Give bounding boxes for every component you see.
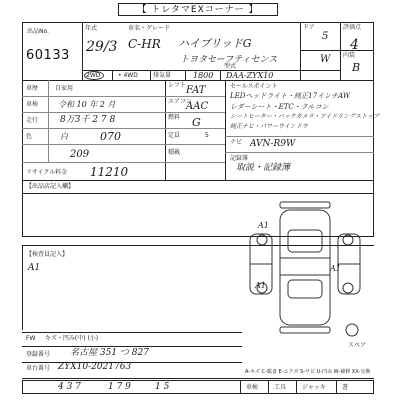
- load-value: 209: [70, 149, 90, 160]
- divider: [225, 152, 374, 153]
- model-grade: ハイブリッドG: [178, 37, 252, 50]
- fuel-value: G: [192, 116, 201, 129]
- divider: [225, 136, 374, 137]
- nav-label: ナビ: [230, 139, 243, 146]
- divider: [22, 346, 242, 347]
- divider: [185, 70, 186, 80]
- mileage-value: 8万3千 2 7 8: [60, 115, 116, 125]
- ac-label: エアコン: [168, 98, 192, 105]
- divider: [240, 380, 241, 394]
- expiry-label: 車検: [26, 101, 39, 108]
- drive-4wd: • 4WD: [118, 72, 138, 79]
- damage-mark-2: A1: [255, 281, 266, 290]
- sales-line-2: レダーシート・ETC・クルコン: [230, 103, 329, 111]
- load-label: 積載: [168, 149, 181, 156]
- corner-banner: 【 トレタマEXコーナー 】: [118, 3, 278, 16]
- divider: [48, 80, 49, 162]
- divider: [22, 112, 165, 113]
- divider: [22, 245, 23, 330]
- divider: [22, 96, 165, 97]
- fuel-label: 燃料: [168, 114, 181, 121]
- divider: [150, 70, 151, 80]
- date-c: 1 5: [155, 382, 170, 392]
- divider: [82, 22, 83, 80]
- history-label: 記録簿: [230, 155, 249, 162]
- chassis-label: 型式: [224, 63, 237, 70]
- body-type: W: [320, 54, 331, 65]
- divider: [296, 380, 297, 394]
- damage-mark-1: A1: [258, 221, 269, 230]
- model-name: C-HR: [128, 37, 161, 51]
- tag-3: ジャッキ: [302, 384, 326, 391]
- divider: [340, 22, 341, 80]
- divider: [165, 162, 225, 163]
- fw-label: FW: [26, 335, 36, 342]
- mileage-label: 走行: [26, 117, 39, 124]
- divider: [165, 112, 225, 113]
- model-label: 車名・グレード: [128, 25, 171, 32]
- color-value: 白: [60, 132, 68, 141]
- color-label: 色: [26, 133, 33, 140]
- sales-line-3: シートヒーター・バックカメラ・アイドリングストップ: [230, 113, 379, 120]
- year-value: 29/3: [86, 39, 118, 55]
- inspection-value: A1: [28, 263, 41, 273]
- capacity-label: 定員: [168, 132, 181, 139]
- divider: [165, 80, 166, 180]
- score-value: 4: [350, 37, 359, 53]
- tag-1: 車検: [246, 384, 259, 391]
- lot-number: 60133: [26, 48, 70, 63]
- dealer-note-label: 【出品店記入欄】: [26, 183, 75, 190]
- shift-value: FAT: [186, 85, 206, 96]
- sales-line-1: LEDヘッドライト・純正17インチAW: [230, 92, 351, 100]
- spare-label: スペア: [348, 342, 367, 349]
- sales-label: セールスポイント: [230, 83, 278, 90]
- divider: [22, 128, 165, 129]
- ac-value: AAC: [186, 101, 209, 112]
- divider: [22, 193, 374, 194]
- divider: [336, 380, 337, 394]
- color-code: 070: [100, 130, 121, 143]
- doors-label: ドア: [303, 24, 315, 31]
- damage-legend: A-キズ C-腐食 E-エクボ S-サビ U-凹み W-補修 XX-交換: [245, 369, 371, 375]
- lot-label: 出品No.: [27, 28, 49, 35]
- inspection-label: 【検査員記入】: [26, 251, 69, 258]
- sales-line-4: 純正ナビ・パワーウインドウ: [230, 123, 308, 130]
- vin-label: 車台番号: [26, 365, 51, 372]
- nav-value: AVN-R9W: [250, 139, 296, 149]
- model-option: トヨタセーフティセンス: [180, 55, 278, 65]
- displacement-label: 排気量: [153, 72, 172, 79]
- chassis-value: DAA-ZYX10: [226, 71, 274, 80]
- divider: [22, 80, 374, 81]
- divider: [22, 180, 374, 181]
- capacity-value: 5: [205, 132, 209, 139]
- divider: [112, 70, 113, 80]
- divider: [268, 380, 269, 394]
- recycle-label: リサイクル料金: [26, 169, 68, 176]
- registration-label: 車歴: [26, 85, 39, 92]
- divider: [22, 144, 165, 145]
- displacement-value: 1800: [193, 71, 214, 80]
- history-value: 取説・記録簿: [236, 163, 291, 173]
- interior-value: B: [352, 61, 361, 74]
- drive-circle: [84, 71, 104, 80]
- date-a: 4 3 7: [58, 382, 81, 392]
- drive-2wd: 2WD: [86, 72, 101, 79]
- divider: [22, 362, 242, 363]
- fw-value: キズ・凹み(中) (小): [45, 335, 99, 342]
- shift-label: シフト: [168, 82, 187, 89]
- divider: [165, 144, 225, 145]
- divider: [300, 22, 301, 80]
- tag-2: 工具: [274, 384, 287, 391]
- expiry-value: 令和 10 年 2 月: [58, 100, 116, 109]
- score-label: 評価点: [343, 24, 362, 31]
- registration-value: 自家用: [55, 85, 74, 92]
- damage-mark-3: A1: [330, 264, 341, 273]
- year-label: 年式: [85, 25, 98, 32]
- divider: [165, 96, 225, 97]
- divider: [220, 70, 221, 80]
- recycle-value: 11210: [90, 165, 129, 179]
- vin-value: ZYX10-2021763: [58, 362, 132, 372]
- interior-label: 内装: [343, 52, 356, 59]
- divider: [225, 80, 226, 180]
- plate-value: 名古屋 351 つ 827: [70, 348, 149, 358]
- divider: [300, 50, 374, 51]
- divider: [22, 162, 165, 163]
- tag-4: 書: [342, 384, 349, 391]
- plate-label: 登録番号: [26, 351, 51, 358]
- divider: [22, 332, 242, 333]
- divider: [22, 378, 374, 379]
- date-b: 1 7 9: [108, 382, 131, 392]
- doors-value: 5: [322, 31, 329, 42]
